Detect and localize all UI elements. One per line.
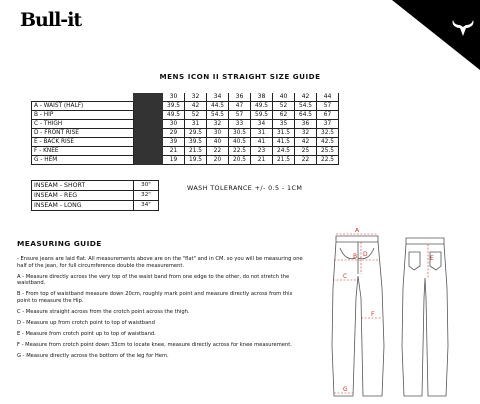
table-row [32,120,339,129]
measurement-value: 67 [317,111,339,120]
table-dark-column [134,138,163,147]
measurement-value: 32.5 [317,129,339,138]
measurement-value: 40 [207,138,229,147]
measurement-value: 20 [207,156,229,165]
measurement-value: 23 [251,147,273,156]
size-header: 40 [273,93,295,102]
measurement-value: 62 [273,111,295,120]
measurement-value: 39.5 [185,138,207,147]
measurement-value: 54.5 [295,102,317,111]
size-header: 38 [251,93,273,102]
measurement-value: 25.5 [317,147,339,156]
measurement-label: E - BACK RISE [32,138,134,147]
guide-paragraph: D - Measure up from crotch point to top of waistband [17,319,155,326]
measurement-value: 22.5 [317,156,339,165]
size-header: 44 [317,93,339,102]
measurement-value: 30.5 [229,129,251,138]
measurement-value: 57 [317,102,339,111]
measurement-value: 21 [251,156,273,165]
measurement-value: 49.5 [251,102,273,111]
guide-paragraph: C - Measure straight across from the crotch point across the thigh. [17,308,190,315]
table-dark-column [134,129,163,138]
guide-paragraph: E - Measure from crotch point up to top of waistband. [17,330,156,337]
diagram-label-a: A [355,228,360,234]
measurement-value: 42 [295,138,317,147]
measurement-value: 24.5 [273,147,295,156]
size-header: 42 [295,93,317,102]
diagram-label-b: B [353,253,358,260]
measurement-value: 29.5 [185,129,207,138]
measurement-value: 59.5 [251,111,273,120]
measurement-value: 57 [229,111,251,120]
measurement-value: 36 [295,120,317,129]
size-table [31,93,339,165]
table-row [32,129,339,138]
measurement-value: 21.5 [273,156,295,165]
measurement-label: A - WAIST (HALF) [32,102,134,111]
measurement-value: 34 [251,120,273,129]
table-row [32,138,339,147]
inseam-label: INSEAM - REG [32,191,134,201]
wash-tolerance-note: WASH TOLERANCE +/- 0.5 - 1CM [187,184,303,192]
jeans-back-drawing [402,238,448,396]
measuring-guide-text [17,256,307,364]
table-dark-column [134,93,163,102]
table-dark-column [134,102,163,111]
brand-logo: Bull-it [20,9,82,31]
brand-corner-badge [360,0,480,70]
inseam-value: 30" [134,181,159,191]
measurement-value: 30 [163,120,185,129]
measurement-value: 39.5 [163,102,185,111]
guide-paragraph: F - Measure from crotch point down 33cm to locate knee, measure directly across for knee measurement. [17,341,292,348]
jeans-diagram [316,228,466,398]
guide-paragraph: G - Measure directly across the bottom of the leg for Hem. [17,352,169,359]
table-row [32,181,159,191]
measurement-value: 54.5 [207,111,229,120]
table-row [32,156,339,165]
diagram-label-e: E [430,255,434,262]
diagram-label-f: F [371,311,375,318]
measurement-label: B - HIP [32,111,134,120]
table-dark-column [134,156,163,165]
measuring-guide-title: MEASURING GUIDE [17,239,102,248]
measurement-value: 19.5 [185,156,207,165]
diagram-label-d: D [363,251,368,258]
measurement-value: 29 [163,129,185,138]
diagram-label-g: G [343,386,348,393]
measurement-label: G - HEM [32,156,134,165]
table-dark-column [134,147,163,156]
table-row [32,191,159,201]
measurement-value: 22 [207,147,229,156]
inseam-value: 32" [134,191,159,201]
size-header: 30 [163,93,185,102]
measurement-value: 31 [251,129,273,138]
table-dark-column [134,120,163,129]
measurement-value: 41.5 [273,138,295,147]
table-row [32,201,159,211]
measurement-value: 39 [163,138,185,147]
measurement-value: 33 [229,120,251,129]
table-row [32,111,339,120]
inseam-table [31,180,159,211]
inseam-value: 34" [134,201,159,211]
measurement-value: 32 [295,129,317,138]
measurement-value: 44.5 [207,102,229,111]
measurement-value: 41 [251,138,273,147]
measurement-value: 22.5 [229,147,251,156]
guide-paragraph: B - From top of waistband measure down 20cm, roughly mark point and measure directly across from this point to measure the Hip. [17,291,293,304]
measurement-label: C - THIGH [32,120,134,129]
measurement-value: 30 [207,129,229,138]
guide-paragraph: A - Measure directly across the very top of the waist band from one edge to the other, do not stretch the waistband. [17,273,290,287]
measurement-value: 32 [207,120,229,129]
measurement-value: 31 [185,120,207,129]
measurement-label: D - FRONT RISE [32,129,134,138]
measurement-label: F - KNEE [32,147,134,156]
table-row [32,102,339,111]
measurement-value: 31.5 [273,129,295,138]
measurement-value: 42 [185,102,207,111]
inseam-label: INSEAM - SHORT [32,181,134,191]
table-row [32,147,339,156]
diagram-label-c: C [343,273,348,280]
measurement-value: 20.5 [229,156,251,165]
measurement-value: 52 [185,111,207,120]
measurement-value: 19 [163,156,185,165]
measurement-value: 52 [273,102,295,111]
page-title: MENS ICON II STRAIGHT SIZE GUIDE [159,72,321,81]
measurement-value: 37 [317,120,339,129]
size-header: 34 [207,93,229,102]
measurement-value: 21 [163,147,185,156]
measurement-value: 35 [273,120,295,129]
measurement-value: 22 [295,156,317,165]
measurement-value: 42.5 [317,138,339,147]
table-dark-column [134,111,163,120]
measurement-value: 40.5 [229,138,251,147]
measurement-value: 49.5 [163,111,185,120]
measurement-value: 21.5 [185,147,207,156]
guide-paragraph: - Ensure jeans are laid flat. All measurements above are on the "flat" and in CM. so you will be measuring one half of the jean, for full circumference double the measurement. [17,256,303,269]
measurement-value: 64.5 [295,111,317,120]
measurement-value: 47 [229,102,251,111]
size-header: 36 [229,93,251,102]
size-header: 32 [185,93,207,102]
inseam-label: INSEAM - LONG [32,201,134,211]
measurement-value: 25 [295,147,317,156]
